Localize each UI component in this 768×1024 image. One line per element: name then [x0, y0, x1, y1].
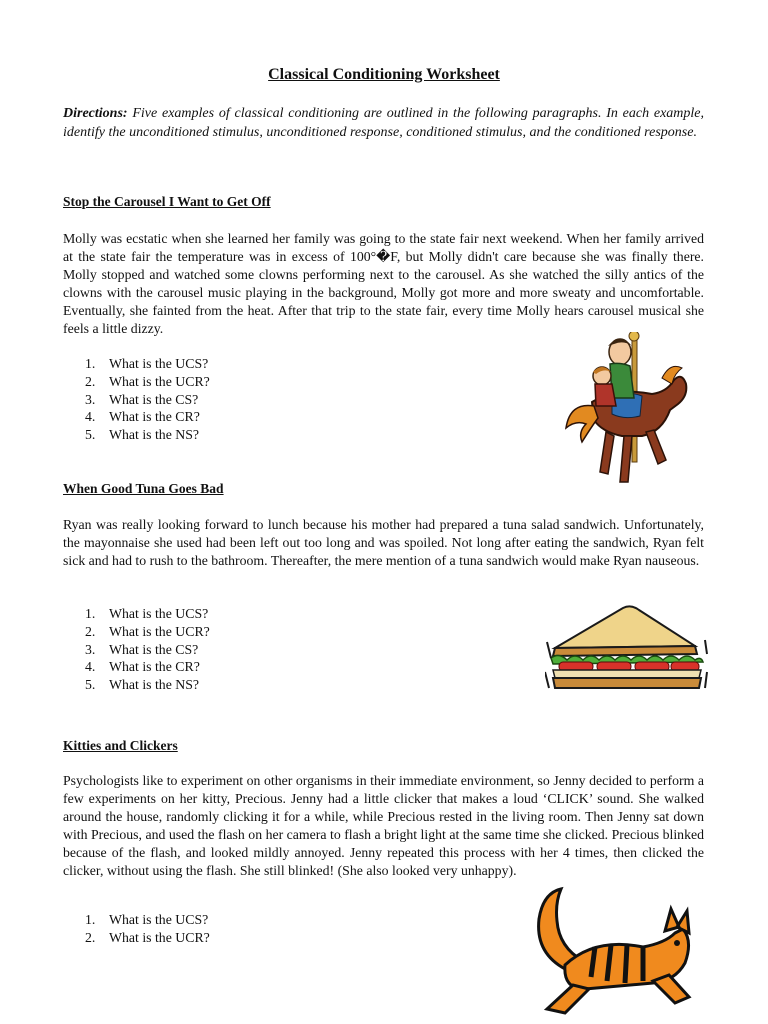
section-paragraph-kitties: Psychologists like to experiment on other organisms in their immediate environment, so Jenny decided to perform a few experiments on her kitty, Precious. Jenny had a little clicker that makes a loud ‘CLICK’ sound. She walked around the house, randomly clicking it for a while, while Precious rested in the living room. Then Jenny sat down with Precious, and used the flash on her camera to flash a bright light at the same time she clicked. Precious blinked because of the flash, and looked mildly annoyed. Jenny repeated this process with her 4 times, then clicked the clicker, without using the flash. She still blinked! (She also looked very unhappy). [63, 773, 704, 878]
directions-label: Directions: [63, 106, 128, 121]
cat-clipart [525, 885, 695, 1020]
section-paragraph-tuna: Ryan was really looking forward to lunch because his mother had prepared a tuna salad sandwich. Unfortunately, the mayonnaise she used had been left out too long and was spoiled. Not long after eating the sandwich, Ryan felt sick and had to rush to the bathroom. Thereafter, the mere mention of a tuna sandwich would make Ryan nauseous. [63, 517, 704, 568]
question-item: 3. What is the CS? [85, 391, 199, 407]
question-list-tuna [63, 605, 210, 694]
question-item: 4. What is the CR? [85, 659, 200, 675]
question-item: 1. What is the UCS? [85, 356, 209, 371]
question-item: 4. What is the CR? [85, 409, 200, 425]
question-item: 5. What is the NS? [85, 427, 200, 443]
section-paragraph-carousel: Molly was ecstatic when she learned her family was going to the state fair next weekend. When her family arrived at the state fair the temperature was in excess of 100°�F, but Molly didn't care because she was finally there. Molly stopped and watched some clowns performing next to the carousel. As she watched the silly antics of the clowns with the carousel music playing in the background, Molly got more and more sweaty and uncomfortable. Eventually, she fainted from the heat. After that trip to the state fair, every time Molly hears carousel musical she feels a little dizzy. [63, 231, 704, 336]
section-heading-carousel: Stop the Carousel I Want to Get Off [63, 194, 271, 209]
page-title: Classical Conditioning Worksheet [268, 66, 500, 83]
section-heading-kitties: Kitties and Clickers [63, 738, 178, 753]
question-item: 5. What is the NS? [85, 677, 200, 693]
question-list-carousel [63, 355, 210, 444]
directions [63, 104, 704, 142]
carousel-horse-clipart [562, 332, 692, 492]
directions-text: Five examples of classical conditioning are outlined in the following paragraphs. In each example, identify the unconditioned stimulus, unconditioned response, conditioned stimulus, and the conditioned response. [63, 106, 704, 140]
question-list-kitties [63, 911, 210, 947]
question-item: 2. What is the UCR? [85, 623, 210, 639]
sandwich-clipart [545, 602, 710, 697]
section-heading-tuna: When Good Tuna Goes Bad [63, 481, 224, 496]
question-item: 3. What is the CS? [85, 641, 199, 657]
question-item: 2. What is the UCR? [85, 373, 210, 389]
question-item: 2. What is the UCR? [85, 929, 210, 945]
question-item: 1. What is the UCS? [85, 606, 209, 621]
question-item: 1. What is the UCS? [85, 912, 209, 927]
